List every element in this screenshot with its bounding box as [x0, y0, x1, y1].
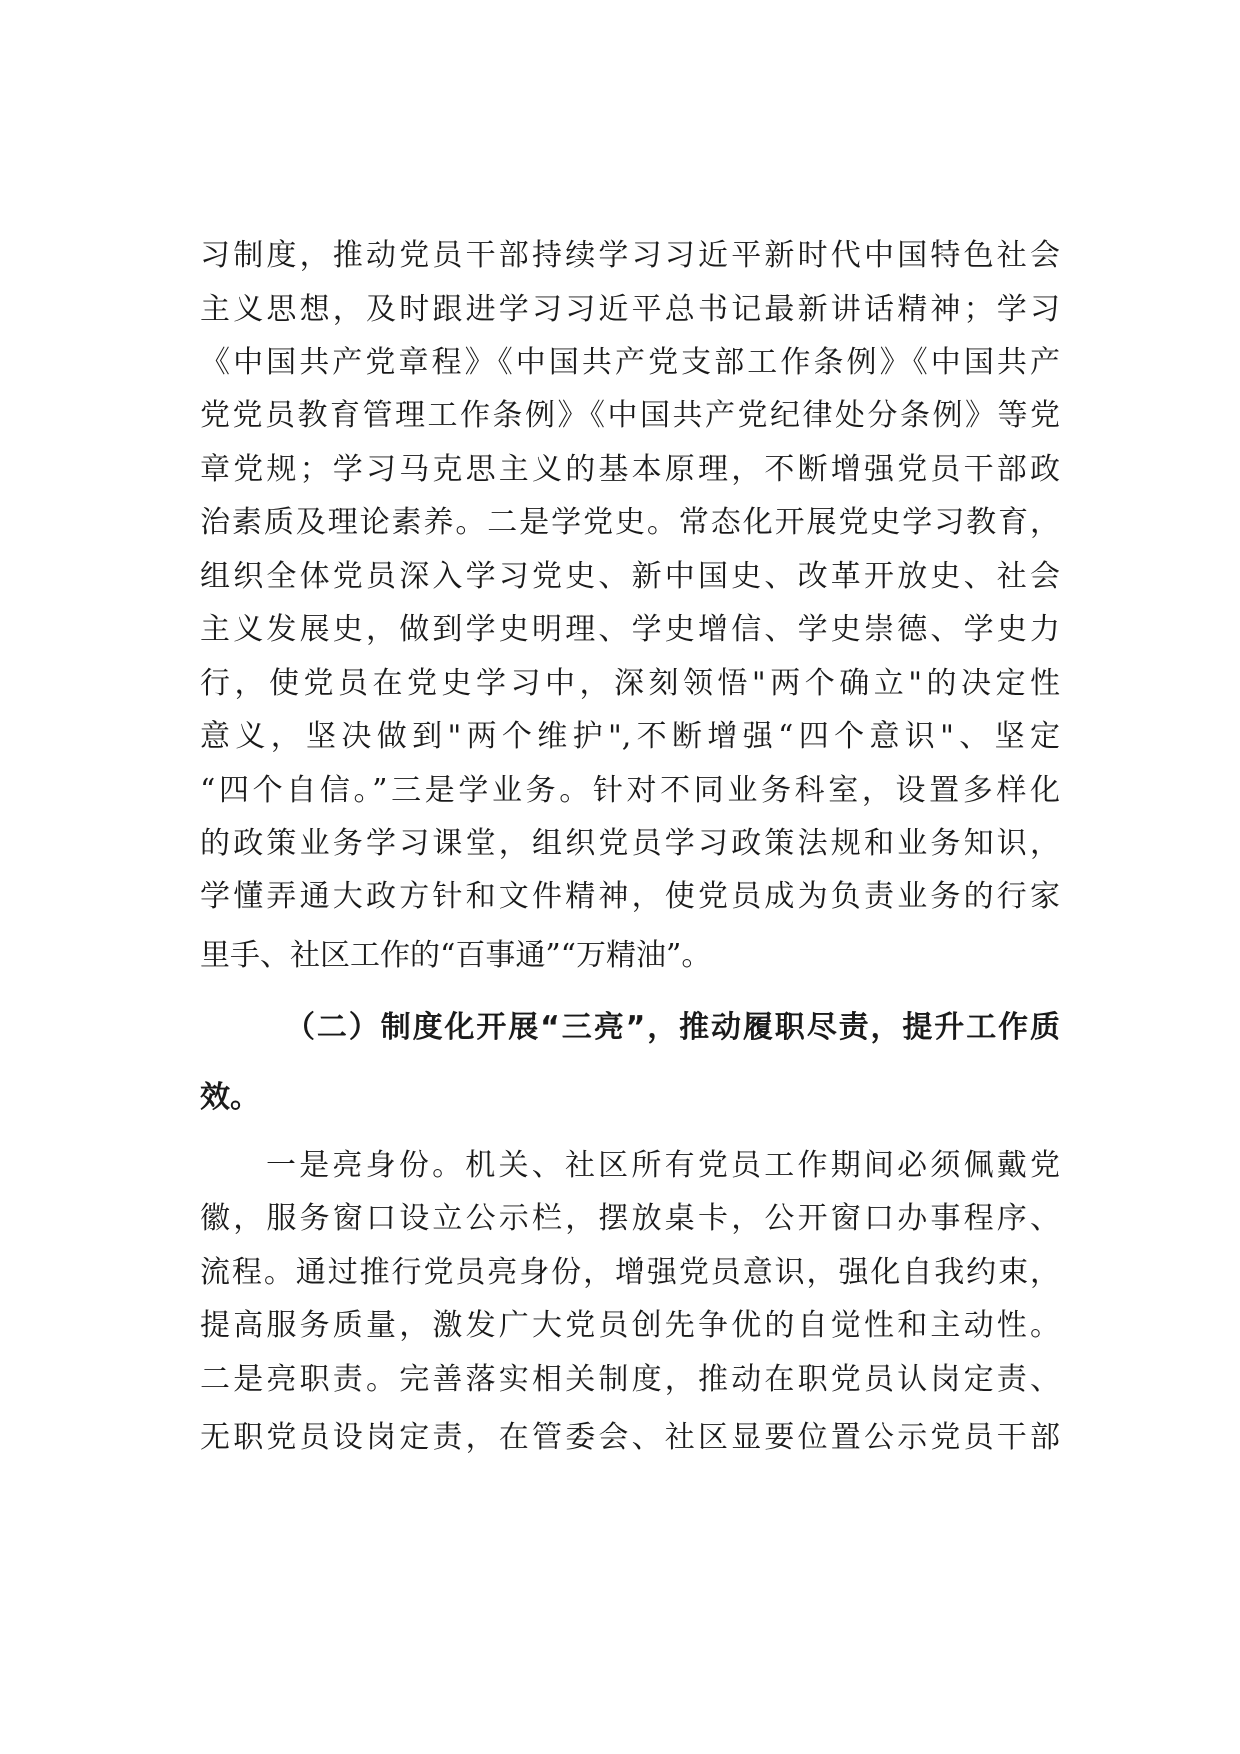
paragraph-line: 无职党员设岗定责，在管委会、社区显要位置公示党员干部 [200, 1420, 1060, 1455]
paragraph-line: 的政策业务学习课堂，组织党员学习政策法规和业务知识， [200, 826, 1060, 861]
paragraph-line: 学懂弄通大政方针和文件精神，使党员成为负责业务的行家 [200, 879, 1060, 914]
paragraph-line: 意义，坚决做到"两个维护",不断增强“四个意识"、坚定 [200, 719, 1060, 754]
section-heading-continued: 效。 [200, 1080, 260, 1115]
paragraph-line: 徽，服务窗口设立公示栏，摆放桌卡，公开窗口办事程序、 [200, 1201, 1060, 1236]
paragraph-line: 习制度，推动党员干部持续学习习近平新时代中国特色社会 [200, 238, 1060, 273]
paragraph-line: 主义思想，及时跟进学习习近平总书记最新讲话精神；学习 [200, 292, 1060, 327]
paragraph-line: 党党员教育管理工作条例》《中国共产党纪律处分条例》等党 [200, 398, 1060, 433]
paragraph-line: 主义发展史，做到学史明理、学史增信、学史崇德、学史力 [200, 612, 1060, 647]
paragraph-line: 里手、社区工作的“百事通”“万精油”。 [200, 938, 712, 973]
paragraph-line: 一是亮身份。机关、社区所有党员工作期间必须佩戴党 [266, 1148, 1060, 1183]
paragraph-line: “四个自信。”三是学业务。针对不同业务科室，设置多样化 [200, 773, 1060, 808]
paragraph-line: 提高服务质量，激发广大党员创先争优的自觉性和主动性。 [200, 1308, 1060, 1343]
paragraph-line: 组织全体党员深入学习党史、新中国史、改革开放史、社会 [200, 559, 1060, 594]
paragraph-line: 二是亮职责。完善落实相关制度，推动在职党员认岗定责、 [200, 1362, 1060, 1397]
paragraph-line: 《中国共产党章程》《中国共产党支部工作条例》《中国共产 [200, 345, 1060, 380]
paragraph-line: 行，使党员在党史学习中，深刻领悟"两个确立"的决定性 [200, 666, 1060, 701]
paragraph-line: 流程。通过推行党员亮身份，增强党员意识，强化自我约束， [200, 1255, 1060, 1290]
section-heading: （二）制度化开展“三亮”，推动履职尽责，提升工作质 [285, 1010, 1060, 1045]
paragraph-line: 章党规；学习马克思主义的基本原理，不断增强党员干部政 [200, 452, 1060, 487]
paragraph-line: 治素质及理论素养。二是学党史。常态化开展党史学习教育， [200, 505, 1060, 540]
